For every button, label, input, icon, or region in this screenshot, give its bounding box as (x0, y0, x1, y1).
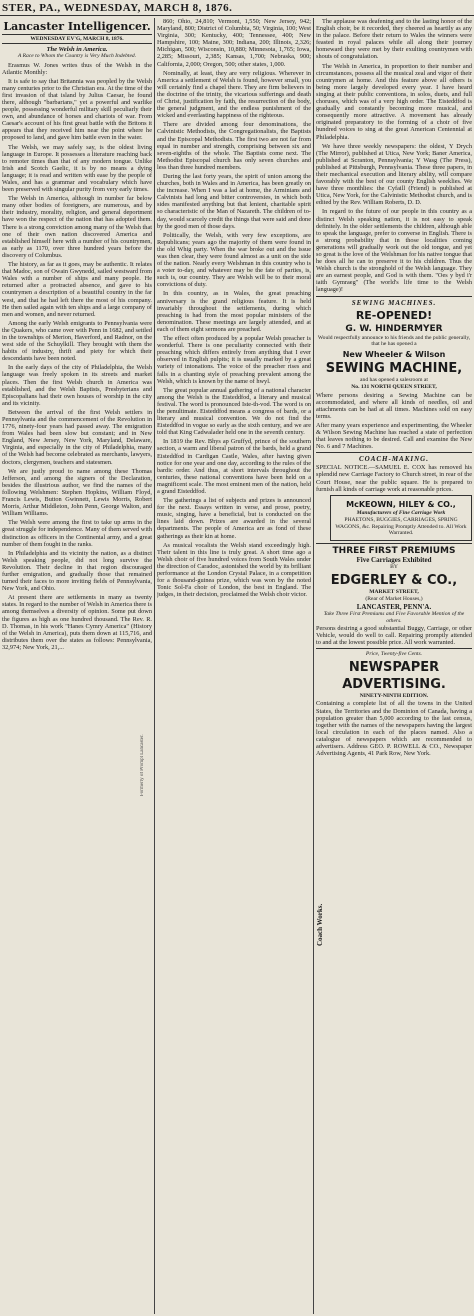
article-paragraph: It is safe to say that Britannia was peopled by the Welsh many centuries prior to the Christian era. At the time of the first invasion of that island by Julius Caesar, he found there, although "barbarians," yet a powerful and warlike people, possessing wonderful military skill peculiarly their own, and abundance of horses and chariots of war. From Caesar's account of his first great battle with the Britons it appears that they received him near the point where he proposed to land, and gave him battle even in the water. (2, 77, 152, 142)
sewing-machine-ad (316, 296, 472, 451)
ad-text: BY (390, 564, 398, 571)
ad-text: Five Carriages Exhibited (356, 555, 432, 564)
ad-text: Take Three First Premiums and Five Favorable Mention of the others. (323, 611, 465, 624)
ad-body: PHAETONS, BUGGIES, CARRIAGES, SPRING WAGONS, &c. Repairing Promptly Attended to. All Work Warranted. (335, 517, 467, 537)
article-paragraph: We have three weekly newspapers: the oldest, Y Drych (The Mirror), published at Utica, New York; Baner America, published at Scranton, Pennsylvania; Y Wasg (The Press), published at Pittsburgh, Pennsylvania. These three papers, in their mechanical execution and literary ability, will compare favorably with the best of our county English weeklies. We have three monthlies: the Cyfaill (Friend) is published at Utica, New York, for the Calvinistic Methodist church, and is edited by the Rev. William Roberts, D. D. (316, 142, 472, 207)
ad-edition: NINETY-NINTH EDITION. (359, 692, 429, 699)
ad-product: New Wheeler & Wilson (342, 349, 446, 359)
ad-body: Where persons desiring a Sewing Machine can be accommodated, and where all kinds of needles, oil and attachments can be had at all times. Machines sold on easy terms. (316, 391, 472, 420)
article-paragraph: The applause was deafening and to the lasting honor of the English choir, be it recorded, they cheered as heartily as any in the palace. Before their return to Wales the winners were feasted in royal palaces while all along their journey homeward they were met by their exulting countrymen with shouts of congratulation. (316, 18, 472, 61)
article-paragraph: The Welsh were among the first to take up arms in the great struggle for independence. Many of them served with distinction as officers in the Continental army, and a great number of them fought in the ranks. (2, 519, 152, 548)
column-2 (157, 18, 311, 1314)
vertical-note: Formerly of Prompt Lancaster. (140, 734, 145, 796)
ad-title: THREE FIRST PREMIUMS (316, 543, 472, 556)
article-paragraph: We are justly proud to name among these Thomas Jefferson, and among the signers of the Declaration, besides the illustrious author, we find the names of the following Welshmen: Stephen Hopkins, William Floyd, Francis Lewis, Button Gwinnett, Lewis Morris, Robert Morris, Arthur Middleton, John Penn, George Walton, and William Williams. (2, 467, 152, 518)
coach-works-vertical-label: Coach Works. (316, 903, 324, 947)
ad-body: Persons desiring a good substantial Buggy, Carriage, or other Vehicle, would do well to call. Repairing promptly attended to and at the lowest possible price. All work warranted. (316, 625, 472, 647)
column-1 (2, 18, 152, 1314)
ad-product-title: SEWING MACHINE, (325, 360, 463, 376)
ad-advertiser-name: G. W. HINDERMYER (345, 323, 443, 334)
article-paragraph: In regard to the future of our people in this country as a distinct Welsh speaking nation, it is not easy to speak definitely. In the older settlements the children, although able to speak the language, prefer to converse in English. There is a strong probability that in those localities coming generations will gradually work out the old tongue, and yet so great is the love of the Welshman for his native tongue that he does all he can to preserve it to his children. Thus the Welsh church is the stronghold of the Welsh language. They are an earnest people, and God is with them. "Oes y byd i'r iaith Gymraeg" (The world's life time to the Welsh language)! (316, 208, 472, 294)
article-paragraph: There are divided among four denominations, the Calvinistic Methodists, the Congregationalists, the Baptists and the Episcopal Methodists. The first two are not far from equal in number and strength, comprising between six and seven-eighths of the whole. The Baptists come next. The Methodist Episcopal church has only seven churches and less than three hundred members. (157, 121, 311, 171)
article-paragraph: 860; Ohio, 24,810; Vermont, 1,550; New Jersey, 942; Maryland, 800; District of Columbia, 50; Virginia, 100; West Virginia, 300; Kentucky, 400; Tennessee, 400; New Hampshire, 100; Maine, 300; Indiana, 200; Illinois, 2,326; Michigan, 500; Wisconsin, 10,880; Minnesota, 1,765; Iowa, 2,285; Missouri, 2,385; Kansas, 1,700; Nebraska, 900; California, 2,000; Oregon, 500; other states, 1,000. (157, 18, 311, 68)
article-paragraph: The gatherings a list of subjects and prizes is announced for the next. Essays written in verse, and prose, poetry, music, singing, have a beneficial, but is conducted on the lines laid down. Prizes are awarded in the several departments. The people of America are as fond of these gatherings as their kin at home. (157, 497, 311, 540)
ad-body: After many years experience and experimenting, the Wheeler & Wilson Sewing Machine has reached a state of perfection that leaves nothing to be desired. Call and examine the New No. 6 and 7 Machines. (316, 421, 472, 451)
article-paragraph: The Welsh in America, in proportion to their number and circumstances, possess all the musical zeal and vigor of their countrymen at home. And this feature above all others is being more largely developed every year. I have heard singing at their public conventions, in solos, duets, and full choruses, which was of a very high order. The Eisteddfod is gradually and constantly becoming more musical, and consequently more attractive. A movement has already originated preparatory to the forming of a choir of five hundred voices to sing at the great American Centennial at Philadelphia. (316, 62, 472, 141)
article-subhead: A Race to Whom the Country is Very Much Indebted. (17, 53, 137, 59)
edgerley-ad (316, 543, 472, 647)
ad-text: Would respectfully announce to his friends and the public generally, that he has opened a (317, 334, 471, 348)
ad-address: LANCASTER, PENN'A. (356, 602, 432, 611)
ad-body: SPECIAL NOTICE.—SAMUEL E. COX has removed his splendid new Carriage Factory to Church street, in rear of the Court House, near the public square. He is prepared to furnish all kinds of carriage work at reasonable prices. (316, 464, 472, 493)
article-paragraph: Between the arrival of the first Welsh settlers in Pennsylvania and the commencement of the Revolution in 1776, ninety-four years had passed away. The emigration from Wales had been slow but constant; and in New England, New Jersey, New York, Maryland, Delaware, Virginia, and especially in the city of Philadelphia, many of the Welsh had become celebrated as merchants, lawyers, doctors, clergymen, teachers and statesmen. (2, 408, 152, 466)
ad-section-heading: COACH-MAKING. (316, 452, 472, 463)
article-paragraph: As musical vocalists the Welsh stand exceedingly high. Their talent in this line is truly great. A short time ago a Welsh choir of five hundred voices from South Wales under the direction of Caradoc, astonished the world by its brilliant performance at the London Crystal Palace, in a competition for a thousand-guinea prize, which was won by the noted Tonic Sol-Fa choir of London, the best in England. The judges, in their decision, proclaimed the Welsh choir victor. (157, 541, 311, 599)
ad-body: Containing a complete list of all the towns in the United States, the Territories and the Dominion of Canada, having a population greater than 5,000 according to the last census, together with the names of the newspapers having the largest local circulation in each of the places named. Also a catalogue of newspapers which are recommended to advertisers. Address GEO. P. ROWELL & CO., Newspaper Advertising Agents, 41 Park Row, New York. (316, 700, 472, 758)
article-paragraph: Erasmus W. Jones writes thus of the Welsh in the Atlantic Monthly: (2, 61, 152, 76)
article-paragraph: The effect often produced by a popular Welsh preacher is wonderful. There is one peculiarity connected with their preaching which differs entirely from anything that I ever observed in English pulpits; it is usually marked by a great variety of intonations. The voice of the preacher rises and falls in a chanting style of preaching prevalent among the Welsh, which is known by the name of hwyl. (157, 335, 311, 385)
article-paragraph: Nominally, at least, they are very religious. Wherever in America a settlement of Welsh is found, however small, you will certainly find a chapel there. They are firm believers in the doctrine of the trinity, the vicarious sufferings and death of Christ, justification by faith, the resurrection of the body, the general judgment, and the endless punishment of the wicked and everlasting happiness of the righteous. (157, 69, 311, 120)
article-headline: The Welsh in America. (46, 46, 108, 53)
article-paragraph: At present there are settlements in many as twenty states. In regard to the number of Welsh in America there is among themselves a diversity of opinion. Some put down the figures as high as one hundred thousand. The Rev. R. D. Thomas, in his work "Hanes Cymry America" (History of the Welsh in America), puts them down at 115,716, and distributes them over the states as follows: Pennsylvania, 32,974; New York, 21,... (2, 594, 152, 651)
ad-title: ADVERTISING. (342, 676, 446, 692)
masthead: STER, PA., WEDNESDAY, MARCH 8, 1876. (0, 0, 474, 16)
article-paragraph: In the early days of the city of Philadelphia, the Welsh language was freely spoken in its streets and market places. Then the first Welsh church in America was established, and the Welsh Baptists, Presbyterians and Episcopalians had their own houses of worship in the city and its vicinity. (2, 364, 152, 407)
ad-advertiser-name: McKEOWN, HILEY & CO., (346, 499, 456, 509)
column-rule (154, 18, 155, 1314)
ad-text: Manufacturers of Fine Carriage Work (356, 509, 446, 516)
ad-reopened: RE-OPENED! (355, 308, 433, 322)
ad-advertiser-name: EDGERLEY & CO., (330, 572, 458, 588)
newspaper-advertising-ad (316, 648, 472, 757)
article-paragraph: Among the early Welsh emigrants to Pennsylvania were the Quakers, who came over with Penn in 1682, and settled in the townships of Merion, Haverford, and Radnor, on the west side of the Schuylkill. They brought with them the habits of industry, thrift and piety for which their descendants have been noted. (2, 319, 152, 363)
dateline: WEDNESDAY EV'G, MARCH 8, 1876. (2, 34, 152, 44)
article-paragraph: In Philadelphia and its vicinity the nation, as a distinct Welsh speaking people, did not long survive the Revolution. Their decline in that region discouraged further emigration, and gradually those that remained turned their faces to more inviting fields of Pennsylvania, New York, and Ohio. (2, 549, 152, 593)
paper-name: Lancaster Intelligencer. (3, 20, 151, 33)
ad-title: NEWSPAPER (348, 659, 440, 675)
mckeown-ad (330, 495, 472, 541)
ad-address: MARKET STREET, (369, 588, 419, 595)
column-rule (313, 18, 314, 1314)
ad-address: No. 131 NORTH QUEEN STREET, (351, 384, 437, 391)
ad-section-heading: SEWING MACHINES. (316, 296, 472, 307)
column-3 (316, 18, 472, 1314)
ad-text: and has opened a salesroom at (360, 376, 428, 383)
ad-price: Price, Twenty-five Cents. (316, 648, 472, 658)
article-paragraph: The great popular annual gathering of a national character among the Welsh is the Eisteddfod, a literary and musical festival. The word is pronounced Iste-th-vod. The word is on the penultimate. Eisteddfod means a congress of bards, or a literary and musical convention. We do not find the Eisteddfod in vogue so early as the sixth century, and we are told that King Cadwalader held one in the seventh century. (157, 386, 311, 437)
article-paragraph: The Welsh in America, although in number far below many other bodies of foreigners, are numerous, and by their industry, morality, religion, and general deportment have won the respect of the nation that has adopted them. There is a strong conviction among many of the Welsh that one of their own nation discovered America and established himself here with a number of his countrymen, as early as 1170, over three hundred years before the discovery of Columbus. (2, 195, 152, 259)
ad-address: (Rear of Market Houses,) (365, 596, 423, 603)
article-paragraph: In 1819 the Rev. Bhys ap Gruffyd, prince of the southern section, a warm and liberal patron of the bards, held a grand Eisteddfod in Cardigan Castle, Wales, after having given notice for one year and one day, according to the rules of the bardic order. And thus, at short intervals throughout the centuries, these national conventions have been held on a magnificent scale. The most eminent men of the nation, held a grand Eisteddfod. (157, 438, 311, 495)
article-paragraph: The Welsh, we may safely say, is the oldest living language in Europe. It possesses a literature reaching back to remoter times than that of any modern tongue. Unlike Irish and Scotch Gaelic, it is by no means a dying language; it is read and written with ease by the people of Wales, and has a grammar and vocabulary which have been preserved with singular purity from very early times. (2, 143, 152, 194)
article-paragraph: The history, as far as it goes, may be authentic. It relates that Madoc, son of Owain Gwynedd, sailed westward from Wales with a number of ships and many people. He returned after a protracted absence, and gave to his countrymen a description of a beautiful country in the far west, and that he had left there the most of his company. He then sailed again with ten ships and a large company of men and women, and never returned. (2, 261, 152, 318)
article-paragraph: Politically, the Welsh, with very few exceptions, are Republicans; years ago the majority of them were found in the old Whig party. When the war broke out and the issue was then clear, they were found almost as a unit on the side of the nation. Nearly every Welshman in this country who is a voter to-day, and whatever may be the fate of parties, is, such is, our country. They are Welsh will be to their moral convictions of duty. (157, 231, 311, 289)
article-paragraph: During the last forty years, the spirit of union among the churches, both in Wales and in America, has been greatly on the increase. When I was a lad at home, the Arminians and Calvinists had long and bitter controversies, in which both sides manifested anything but that lenient, charitable spirit so characteristic of the Man of Nazareth. The children of to-day, would scarcely credit the things that were said and done by the good men of those days. (157, 172, 311, 230)
coach-making-ad (316, 452, 472, 540)
article-paragraph: In this country, as in Wales, the great preaching anniversary is the grand religious feature. It is held invariably throughout the settlements, during which preaching is had from the most popular ministers of the denomination. These meetings are largely attended, and at each of them eight sermons are preached. (157, 290, 311, 333)
